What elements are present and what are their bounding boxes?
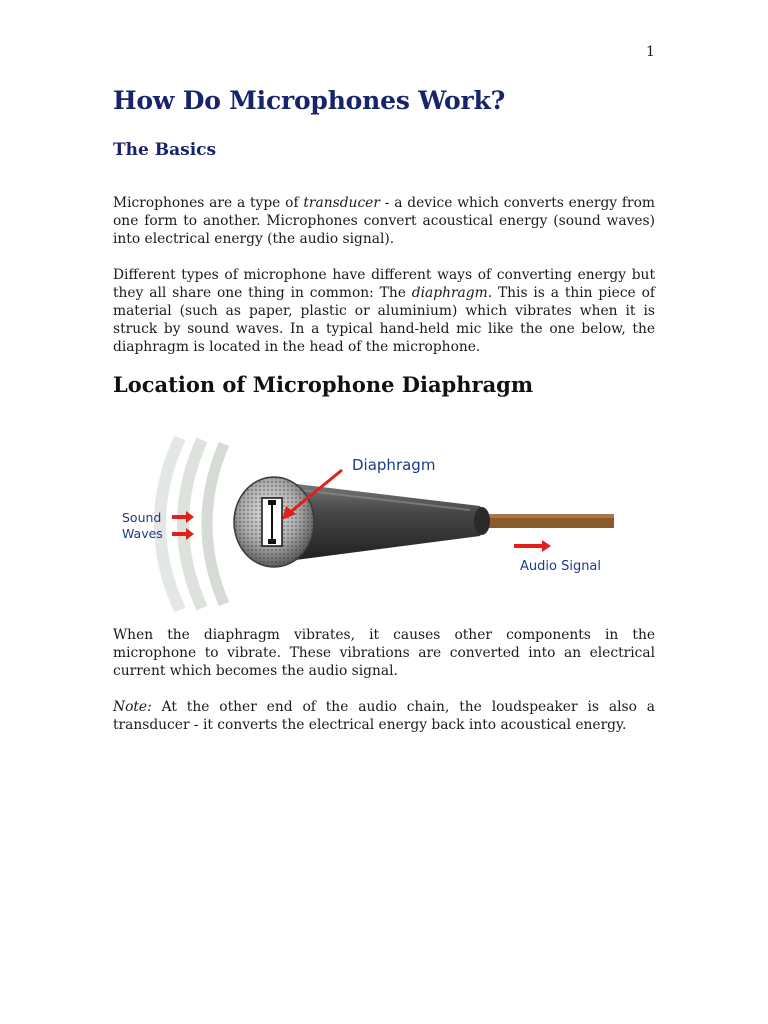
page-title: How Do Microphones Work? <box>113 86 506 115</box>
microphone-diagram <box>110 428 630 620</box>
note-label: Note: <box>113 699 152 715</box>
audio-signal-arrow <box>514 540 551 552</box>
microphone-cable-highlight <box>488 514 614 518</box>
paragraph-text: Microphones are a type of <box>113 195 304 211</box>
section-heading-diaphragm-location: Location of Microphone Diaphragm <box>113 372 534 397</box>
paragraph-text: - a device which converts energy from one form to another. Microphones convert acoustical energy (sound waves) into electrical energy (the audio signal). <box>113 195 656 247</box>
microphone-diagram-svg <box>110 428 630 620</box>
term-diaphragm: diaphragm <box>411 285 488 301</box>
paragraph-transducer <box>113 194 655 248</box>
section-subtitle-basics: The Basics <box>113 140 217 160</box>
label-diaphragm: Diaphragm <box>352 456 436 474</box>
paragraph-text: . This is a thin piece of material (such as paper, plastic or aluminium) which vibrates when it is struck by sound waves. In a typical hand-held mic like the one below, the diaphragm is located in the head of the microphone. <box>113 285 655 355</box>
paragraph-text: At the other end of the audio chain, the loudspeaker is also a transducer - it converts the electrical energy back into acoustical energy. <box>113 699 655 733</box>
label-sound: Sound <box>122 510 162 525</box>
label-audio-signal: Audio Signal <box>520 559 602 574</box>
paragraph-text: Different types of microphone have different ways of converting energy but they all share one thing in common: The <box>113 267 655 301</box>
paragraph-note <box>113 698 655 734</box>
paragraph-vibration: When the diaphragm vibrates, it causes other components in the microphone to vibrate. These vibrations are converted into an electrical current which becomes the audio signal. <box>113 627 655 679</box>
paragraph-diaphragm <box>113 266 655 356</box>
page-number: 1 <box>646 44 655 60</box>
diaphragm-cutaway <box>262 498 282 546</box>
term-transducer: transducer <box>303 195 380 211</box>
sound-wave-arcs <box>160 438 224 610</box>
microphone-end-cap <box>474 507 490 535</box>
label-waves: Waves <box>122 526 163 541</box>
